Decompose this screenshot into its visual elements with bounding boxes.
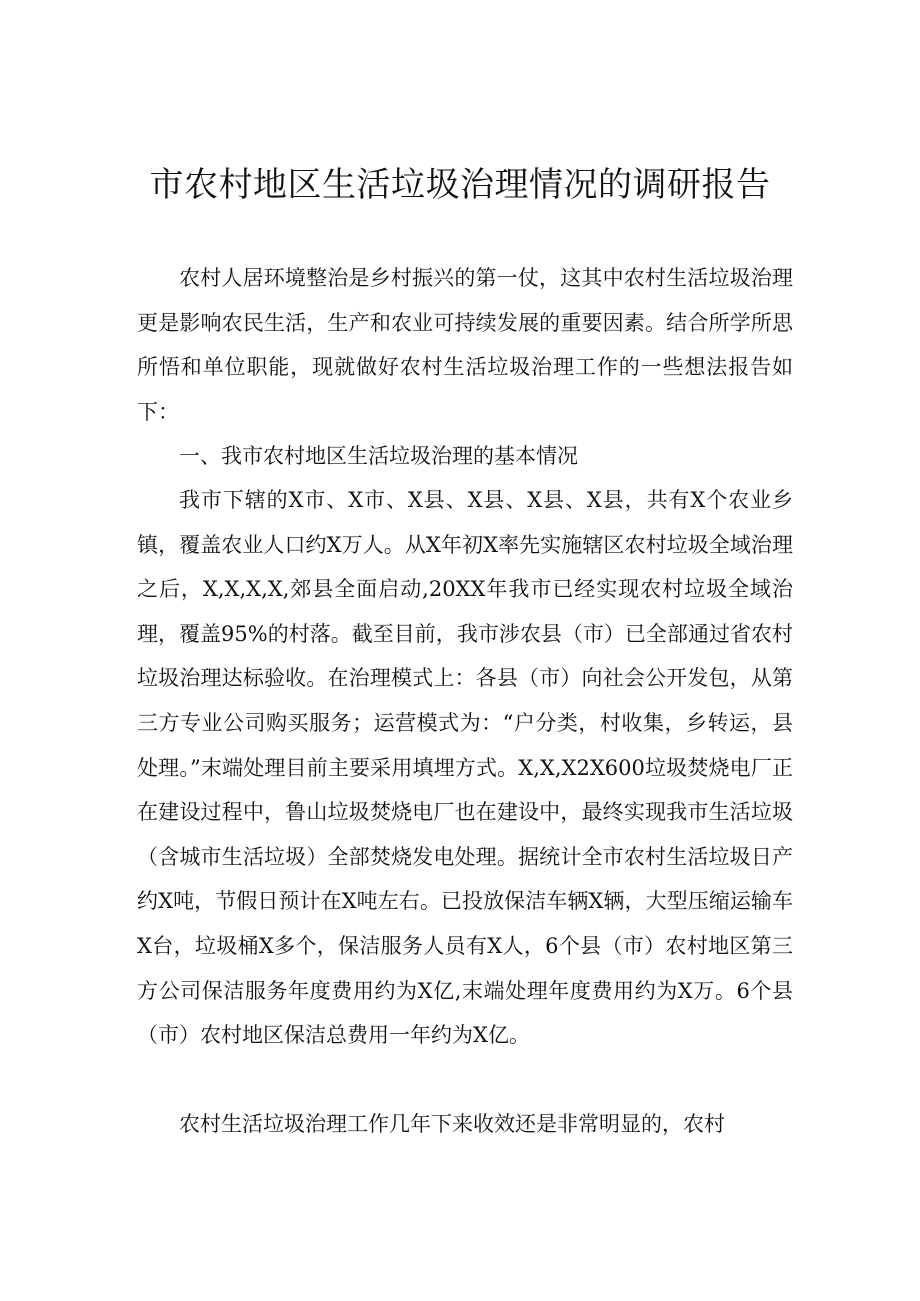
paragraph-results: 农村生活垃圾治理工作几年下来收效还是非常明显的，农村 <box>179 1112 725 1136</box>
results-paragraph-block <box>137 1102 793 1147</box>
paragraph-basic-situation: 我市下辖的X市、X市、X县、X县、X县、X县，共有X个农业乡镇，覆盖农业人口约X万人。从X年初X率先实施辖区农村垃圾全域治理之后，X,X,X,X,郊县全面启动,20XX年我市已经实现农村垃圾全域治理，覆盖95%的村落。截至目前，我市涉农县（市）已全部通过省农村垃圾治理达标验收。在治理模式上：各县（市）向社会公开发包，从第三方专业公司购买服务；运营模式为：“户分类，村收集，乡转运，县处理。”末端处理目前主要采用填埋方式。X,X,X2X600垃圾焚烧电厂正在建设过程中，鲁山垃圾焚烧电厂也在建设中，最终实现我市生活垃圾（含城市生活垃圾）全部焚烧发电处理。据统计全市农村生活垃圾日产约X吨，节假日预计在X吨左右。已投放保洁车辆X辆，大型压缩运输车X台，垃圾桶X多个，保洁服务人员有X人，6个县（市）农村地区第三方公司保洁服务年度费用约为X亿,末端处理年度费用约为X万。6个县（市）农村地区保洁总费用一年约为X亿。 <box>137 488 793 1048</box>
document-title: 市农村地区生活垃圾治理情况的调研报告 <box>149 165 771 205</box>
basic-situation-paragraph-block <box>137 478 793 1058</box>
section-heading: 一、我市农村地区生活垃圾治理的基本情况 <box>179 444 578 468</box>
paragraph-intro: 农村人居环境整治是乡村振兴的第一仗，这其中农村生活垃圾治理更是影响农民生活，生产和农业可持续发展的重要因素。结合所学所思所悟和单位职能，现就做好农村生活垃圾治理工作的一些想法报告如下： <box>137 266 793 424</box>
intro-paragraph-block <box>137 256 793 434</box>
